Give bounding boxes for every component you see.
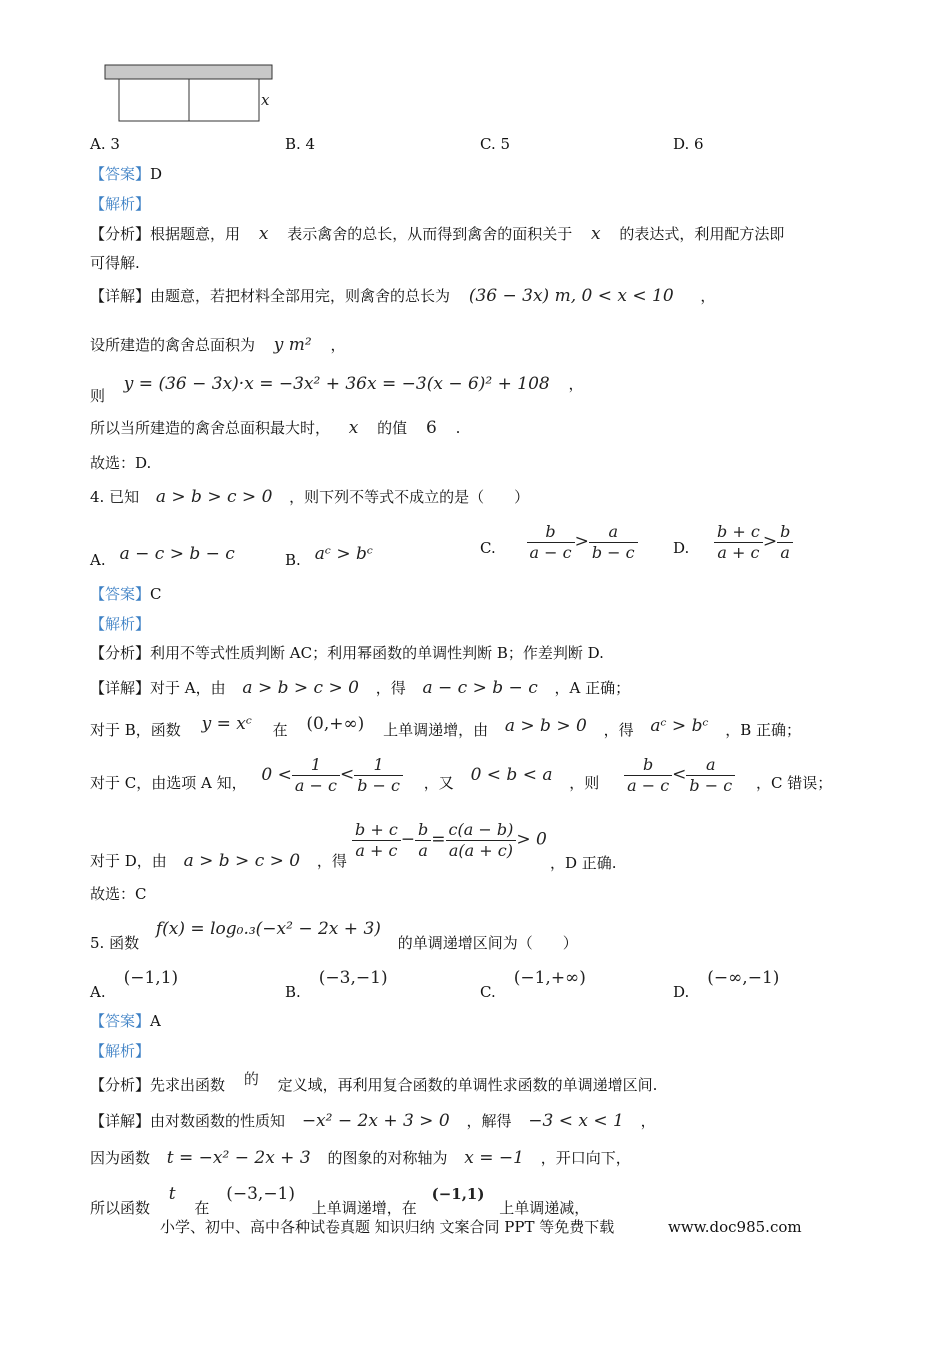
q5-detail-2: 因为函数 t = −x² − 2x + 3 的图象的对称轴为 x = −1 ，开口向下， xyxy=(90,1148,631,1168)
q5-option-a: A.(−1,1) xyxy=(90,968,179,1001)
q3-detail-3: 则 y = (36 − 3x)·x = −3x² + 36x = −3(x − 6)² + 108 ， xyxy=(90,374,584,405)
q4-fenxi: 【分析】利用不等式性质判断 AC；利用幂函数的单调性判断 B；作差判断 D. xyxy=(90,644,604,662)
footer-text: 小学、初中、高中各种试卷真题 知识归纳 文案合同 PPT 等免费下载 xyxy=(160,1218,615,1236)
q4-detail-d-end: ，D 正确. xyxy=(550,854,617,872)
q5-detail-1: 【详解】由对数函数的性质知 −x² − 2x + 3 > 0 ，解得 −3 < x < 1 ， xyxy=(90,1111,656,1131)
q4-option-a: A. a − c > b − c xyxy=(90,544,235,569)
q5-option-c: C.(−1,+∞) xyxy=(480,968,586,1001)
q4-detail-d-formula: $\frac{b + c}{a + c}$ − $\frac{b}{a}$ = $\frac{c(a - b)}{a(a + c)}$ > 0 xyxy=(352,822,547,859)
q5-analysis-tag: 【解析】 xyxy=(90,1042,151,1060)
q3-detail-1: 【详解】由题意，若把材料全部用完，则禽舍的总长为 (36 − 3x) m, 0 < x < 10 ， xyxy=(90,286,716,306)
q4-detail-c: 对于 C，由选项 A 知， 0 < $\frac{1}{a - c}$ < $\frac{1}{b - c}$ ，又 0 < b < a ，则 $\frac{b}{a - c}$ < $\frac{a}{b - c}$ ，C 错误； xyxy=(90,755,833,795)
q4-stem: 4. 已知 a > b > c > 0 ，则下列不等式不成立的是（ ） xyxy=(90,487,530,507)
q4-conclusion: 故选：C xyxy=(90,885,147,903)
q3-option-d: D. 6 xyxy=(673,135,704,153)
q5-option-b: B.(−3,−1) xyxy=(285,968,388,1001)
q4-detail-b: 对于 B，函数 y = xᶜ 在 (0,+∞) 上单调递增，由 a > b > 0 ，得 aᶜ > bᶜ ，B 正确； xyxy=(90,714,802,739)
q4-detail-d: 对于 D，由 a > b > c > 0 ，得 xyxy=(90,851,347,871)
q4-detail-a: 【详解】对于 A，由 a > b > c > 0 ，得 a − c > b − c ，A 正确； xyxy=(90,678,631,698)
q3-conclusion: 故选：D. xyxy=(90,454,152,472)
q4-answer: 【答案】C xyxy=(90,585,162,603)
q5-stem: 5. 函数 f(x) = log₀.₃(−x² − 2x + 3) 的单调递增区间为（ ） xyxy=(90,919,578,952)
q3-detail-2: 设所建造的禽舍总面积为 y m² ， xyxy=(90,335,346,355)
q3-option-b: B. 4 xyxy=(285,135,316,153)
q5-fenxi: 【分析】先求出函数 的 定义域，再利用复合函数的单调性求函数的单调递增区间. xyxy=(90,1070,658,1094)
figure-label-x: x xyxy=(261,91,270,109)
q5-answer: 【答案】A xyxy=(90,1012,161,1030)
q5-option-d: D.(−∞,−1) xyxy=(673,968,780,1001)
q4-option-d: D. $\frac{b + c}{a + c}$ > $\frac{b}{a}$ xyxy=(673,524,793,561)
coop-figure xyxy=(104,64,274,124)
q3-answer: 【答案】D xyxy=(90,165,163,183)
q3-detail-4: 所以当所建造的禽舍总面积最大时， x 的值 6 . xyxy=(90,418,461,438)
q5-detail-3: 所以函数 t 在 (−3,−1) 上单调递增，在 (−1,1) 上单调递减， xyxy=(90,1184,590,1217)
footer-url[interactable]: www.doc985.com xyxy=(668,1218,802,1236)
q4-analysis-tag: 【解析】 xyxy=(90,615,151,633)
coop-diagram xyxy=(104,64,274,124)
q3-fenxi: 【分析】根据题意，用 x 表示禽舍的总长，从而得到禽舍的面积关于 x 的表达式，利用配方法即 xyxy=(90,224,785,244)
q3-option-c: C. 5 xyxy=(480,135,511,153)
q3-analysis-tag: 【解析】 xyxy=(90,195,151,213)
q4-option-c: C. $\frac{b}{a - c}$ > $\frac{a}{b - c}$ xyxy=(480,524,638,561)
q4-option-b: B. aᶜ > bᶜ xyxy=(285,544,373,569)
q3-option-a: A. 3 xyxy=(90,135,120,153)
q3-fenxi-cont: 可得解. xyxy=(90,254,140,272)
